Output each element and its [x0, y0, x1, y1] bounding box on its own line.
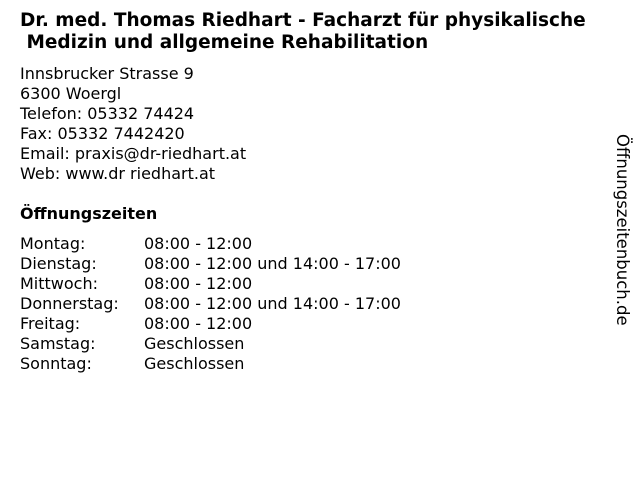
hours-heading: Öffnungszeiten [20, 204, 158, 223]
hours-time: 08:00 - 12:00 [144, 234, 253, 253]
hours-row-monday [20, 234, 401, 254]
hours-time: Geschlossen [144, 354, 245, 373]
hours-row-tuesday [20, 254, 401, 274]
hours-day: Mittwoch: [20, 274, 98, 293]
site-watermark: Öffnungszeitenbuch.de [613, 134, 632, 326]
city-postal: 6300 Woergl [20, 84, 122, 103]
hours-day: Dienstag: [20, 254, 97, 273]
hours-row-saturday [20, 334, 401, 354]
hours-day: Montag: [20, 234, 86, 253]
hours-day: Donnerstag: [20, 294, 119, 313]
email-address: Email: praxis@dr-riedhart.at [20, 144, 247, 163]
hours-row-wednesday [20, 274, 401, 294]
website: Web: www.dr riedhart.at [20, 164, 216, 183]
hours-day: Sonntag: [20, 354, 92, 373]
street-address: Innsbrucker Strasse 9 [20, 64, 194, 83]
hours-row-thursday [20, 294, 401, 314]
hours-day: Samstag: [20, 334, 96, 353]
hours-time: Geschlossen [144, 334, 245, 353]
hours-day: Freitag: [20, 314, 81, 333]
contact-block [20, 64, 246, 184]
hours-row-sunday [20, 354, 401, 374]
phone-number: Telefon: 05332 74424 [20, 104, 195, 123]
hours-time: 08:00 - 12:00 und 14:00 - 17:00 [144, 294, 401, 313]
page-title: Dr. med. Thomas Riedhart - Facharzt für physikalische Medizin und allgemeine Rehabilitation [20, 10, 586, 53]
hours-time: 08:00 - 12:00 [144, 314, 253, 333]
hours-table [20, 234, 401, 374]
hours-time: 08:00 - 12:00 [144, 274, 253, 293]
hours-row-friday [20, 314, 401, 334]
hours-time: 08:00 - 12:00 und 14:00 - 17:00 [144, 254, 401, 273]
fax-number: Fax: 05332 7442420 [20, 124, 185, 143]
